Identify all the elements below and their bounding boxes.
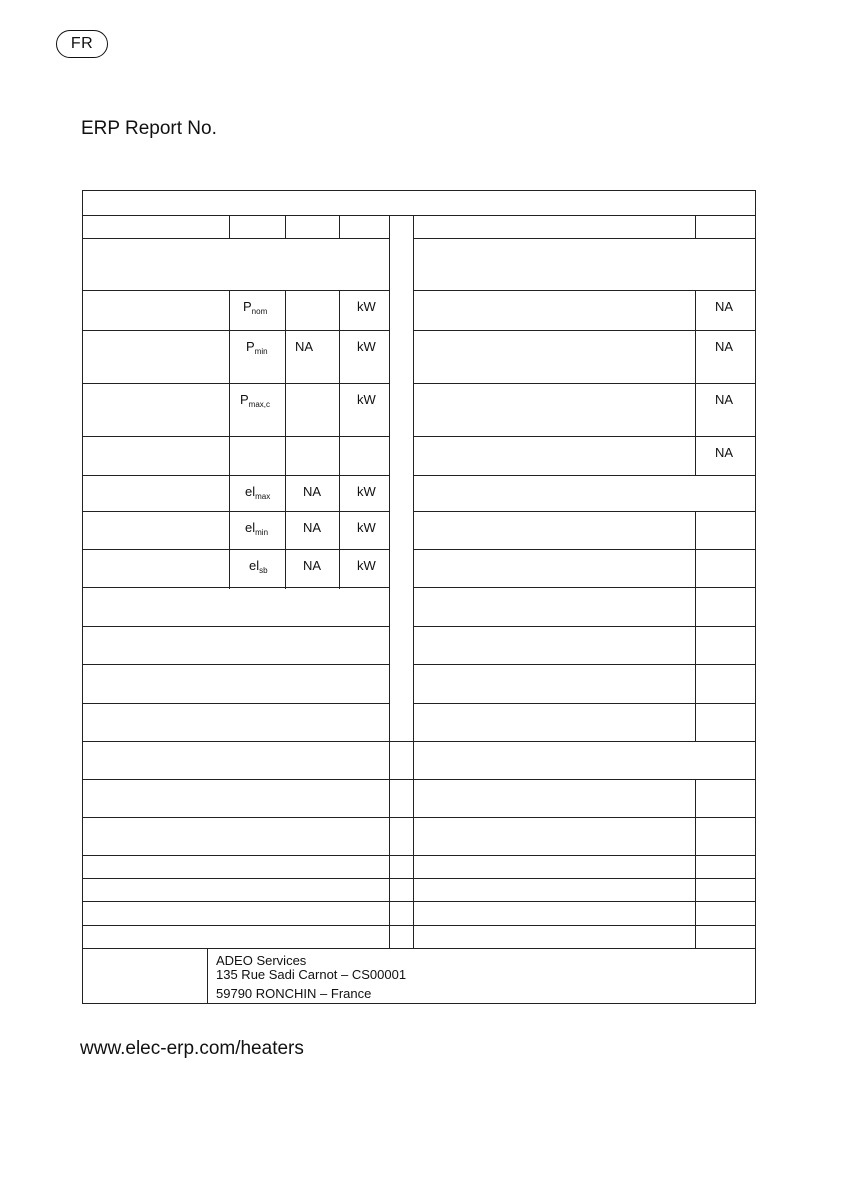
column-divider	[229, 215, 230, 239]
unit-cell: kW	[357, 392, 376, 407]
symbol-cell	[245, 485, 270, 501]
column-divider	[339, 215, 340, 239]
row-divider	[413, 330, 755, 331]
row-divider	[83, 948, 755, 949]
symbol-sub: max,c	[248, 400, 271, 409]
right-value-cell: NA	[715, 339, 734, 354]
unit-cell: kW	[357, 339, 376, 354]
row-divider	[83, 855, 755, 856]
column-divider	[229, 290, 230, 589]
report-title: ERP Report No.	[81, 118, 217, 139]
row-divider	[83, 626, 389, 627]
row-divider	[83, 741, 755, 742]
row-divider	[413, 383, 755, 384]
row-divider	[413, 475, 755, 476]
symbol-sub: min	[254, 347, 268, 356]
right-value-cell: NA	[715, 445, 734, 460]
website-link[interactable]: www.elec-erp.com/heaters	[80, 1038, 304, 1059]
symbol-sub: sb	[259, 566, 268, 575]
row-divider	[83, 817, 755, 818]
erp-table	[82, 190, 756, 1004]
value-cell: NA	[303, 520, 322, 535]
unit-cell: kW	[357, 484, 376, 499]
unit-cell: kW	[357, 299, 376, 314]
column-divider	[695, 779, 696, 949]
row-divider	[83, 383, 389, 384]
symbol-main: el	[245, 520, 256, 535]
value-cell: NA	[295, 339, 314, 354]
column-divider	[413, 215, 414, 949]
symbol-main: P	[243, 299, 252, 314]
row-divider	[83, 549, 389, 550]
column-divider	[285, 215, 286, 239]
symbol-cell	[246, 340, 268, 356]
row-divider	[413, 238, 755, 239]
row-divider	[413, 511, 755, 512]
value-cell: NA	[303, 484, 322, 499]
supplier-city: 59790 RONCHIN – France	[216, 986, 372, 1001]
symbol-sub: max	[255, 492, 271, 501]
symbol-sub: nom	[251, 307, 268, 316]
supplier-street: 135 Rue Sadi Carnot – CS00001	[216, 967, 407, 982]
language-badge	[56, 30, 108, 58]
symbol-cell	[243, 300, 267, 316]
unit-cell: kW	[357, 520, 376, 535]
column-divider	[695, 290, 696, 476]
column-divider	[207, 948, 208, 1004]
row-divider	[83, 587, 389, 588]
right-value-cell: NA	[715, 299, 734, 314]
symbol-main: el	[249, 558, 260, 573]
symbol-cell	[240, 393, 270, 409]
row-divider	[83, 215, 755, 216]
symbol-main: P	[240, 392, 249, 407]
symbol-cell	[249, 559, 268, 575]
language-badge-label: FR	[70, 35, 94, 52]
symbol-sub: min	[255, 528, 269, 537]
row-divider	[83, 901, 755, 902]
row-divider	[83, 779, 755, 780]
row-divider	[413, 587, 755, 588]
unit-cell: kW	[357, 558, 376, 573]
row-divider	[83, 330, 389, 331]
row-divider	[413, 290, 755, 291]
row-divider	[83, 290, 389, 291]
row-divider	[83, 664, 389, 665]
symbol-main: el	[245, 484, 256, 499]
row-divider	[413, 549, 755, 550]
column-divider	[285, 290, 286, 589]
row-divider	[413, 664, 755, 665]
column-divider	[695, 511, 696, 742]
row-divider	[83, 925, 755, 926]
row-divider	[83, 878, 755, 879]
symbol-cell	[245, 521, 268, 537]
row-divider	[413, 626, 755, 627]
column-divider	[339, 290, 340, 589]
row-divider	[83, 511, 389, 512]
row-divider	[413, 436, 755, 437]
symbol-main: P	[246, 339, 255, 354]
supplier-name: ADEO Services	[216, 953, 307, 968]
row-divider	[83, 475, 389, 476]
row-divider	[83, 703, 389, 704]
right-value-cell: NA	[715, 392, 734, 407]
row-divider	[83, 238, 389, 239]
column-divider	[695, 215, 696, 239]
row-divider	[83, 436, 389, 437]
value-cell: NA	[303, 558, 322, 573]
column-divider	[389, 215, 390, 949]
row-divider	[413, 703, 755, 704]
